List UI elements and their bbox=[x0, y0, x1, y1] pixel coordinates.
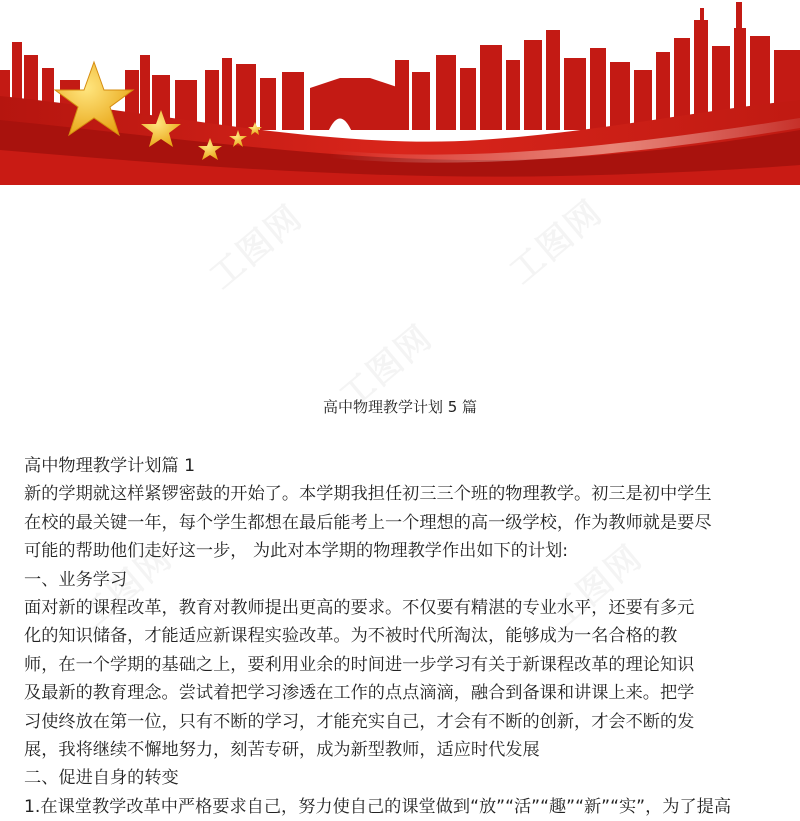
paragraph-line: 及最新的教育理念。尝试着把学习渗透在工作的点点滴滴，融合到备课和讲课上来。把学 bbox=[24, 683, 695, 704]
section-heading: 一、业务学习 bbox=[24, 569, 128, 590]
document-body bbox=[24, 452, 780, 821]
paragraph-line: 新的学期就这样紧锣密鼓的开始了。本学期我担任初三三个班的物理教学。初三是初中学生 bbox=[24, 484, 712, 505]
paragraph-line: 化的知识储备，才能适应新课程实验改革。为不被时代所淘汰，能够成为一名合格的教 bbox=[24, 626, 678, 647]
header-banner bbox=[0, 0, 800, 185]
paragraph-line: 可能的帮助他们走好这一步， 为此对本学期的物理教学作出如下的计划: bbox=[24, 541, 569, 562]
paragraph-line: 展，我将继续不懈地努力，刻苦专研，成为新型教师，适应时代发展 bbox=[24, 739, 540, 760]
paragraph-line: 师，在一个学期的基础之上，要利用业余的时间进一步学习有关于新课程改革的理论知识 bbox=[24, 654, 695, 675]
watermark bbox=[197, 191, 311, 298]
paragraph-line: 在校的最关键一年，每个学生都想在最后能考上一个理想的高一级学校，作为教师就是要尽 bbox=[24, 512, 712, 533]
paragraph-line: 面对新的课程改革，教育对教师提出更高的要求。不仅要有精湛的专业水平，还要有多元 bbox=[24, 597, 695, 618]
section-heading: 二、促进自身的转变 bbox=[24, 768, 179, 789]
watermark bbox=[497, 186, 611, 293]
section-heading: 高中物理教学计划篇 1 bbox=[24, 456, 196, 476]
paragraph-line: 1.在课堂教学改革中严格要求自己，努力使自己的课堂做到“放”“活”“趣”“新”“实”，为了提高 bbox=[24, 796, 732, 817]
city-skyline-illustration bbox=[0, 0, 800, 185]
document-title: 高中物理教学计划 5 篇 bbox=[322, 398, 478, 416]
paragraph-line: 习使终放在第一位，只有不断的学习，才能充实自己，才会有不断的创新，才会不断的发 bbox=[24, 711, 695, 732]
